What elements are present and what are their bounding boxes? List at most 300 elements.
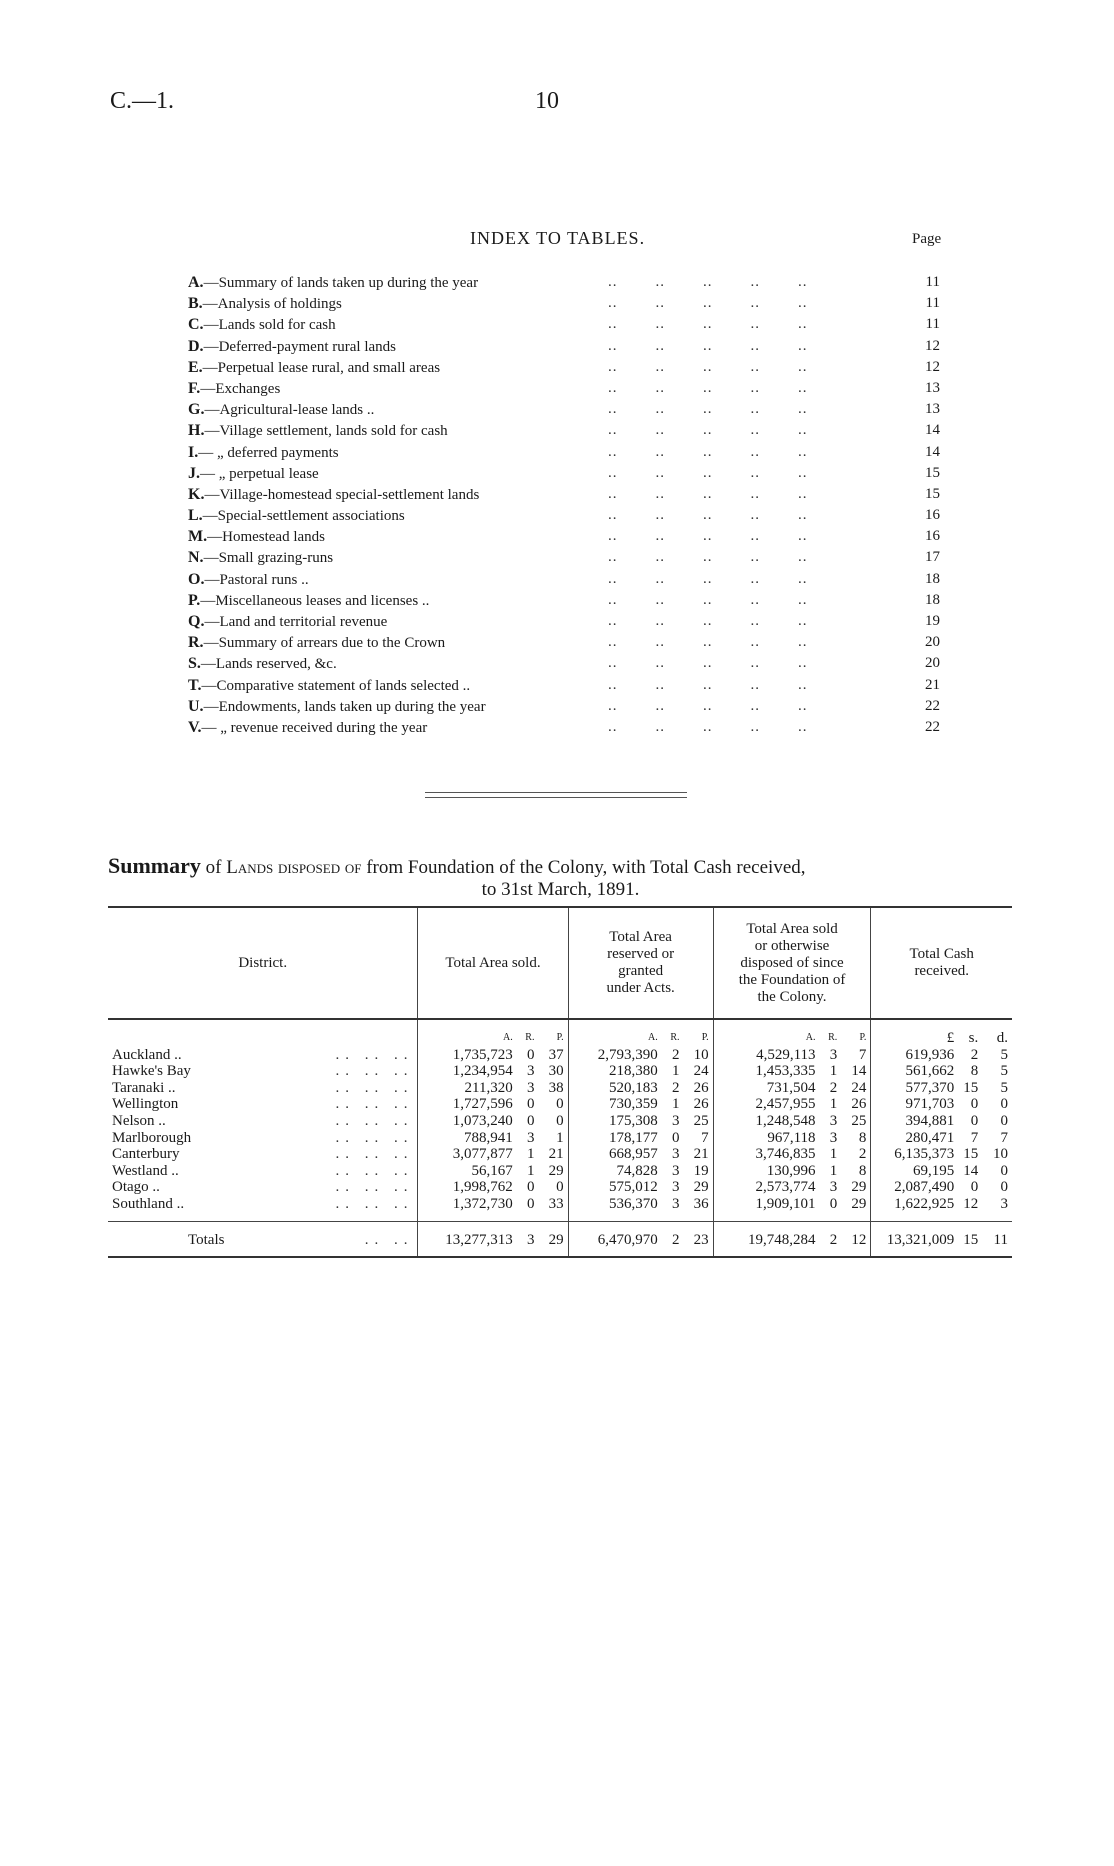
index-item [188, 590, 948, 611]
index-page: 16 [917, 505, 940, 526]
disposed-value: 12 [841, 1221, 871, 1257]
summary-title-line2: to 31st March, 1891. [481, 879, 640, 900]
leader-dots: .. .. .. .. .. [608, 718, 808, 735]
reserved-value: 575,012 [568, 1179, 662, 1196]
index-page: 14 [917, 420, 940, 441]
index-text: —Comparative statement of lands selected .. [201, 677, 471, 694]
table-row [108, 1047, 1012, 1064]
sold-value: 0 [526, 1112, 535, 1129]
index-page: 18 [917, 590, 940, 611]
sold-value: 0 [526, 1179, 535, 1196]
separator-rule [425, 792, 687, 793]
reserved-value: 74,828 [568, 1163, 662, 1180]
sold-value: 1,372,730 [418, 1196, 517, 1221]
reserved-value: 36 [693, 1195, 709, 1212]
cash-value: 0 [970, 1096, 979, 1113]
header-total-area-sold: Total Area sold. [418, 907, 568, 1019]
disposed-value: 731,504 [713, 1080, 819, 1097]
sold-value: 37 [548, 1046, 564, 1063]
table-row [108, 1063, 1012, 1080]
cash-value: 7 [1000, 1129, 1008, 1146]
index-page: 12 [917, 336, 940, 357]
leader-dots: .. .. .. .. .. [608, 464, 808, 481]
index-page: 22 [917, 696, 940, 717]
summary-title-smallcaps: Lands disposed of [226, 857, 362, 878]
reserved-value: 26 [693, 1096, 709, 1113]
index-letter: R. [188, 634, 204, 652]
index-page: 22 [917, 717, 940, 738]
index-page: 20 [917, 632, 940, 653]
reserved-value: 7 [701, 1129, 709, 1146]
index-page: 17 [917, 547, 940, 568]
unit-acres: A. [713, 1030, 819, 1047]
sold-value: 56,167 [418, 1163, 517, 1180]
district-name: Nelson .. [112, 1112, 166, 1129]
index-item [188, 293, 948, 314]
summary-title [108, 855, 1013, 901]
cash-value: 1,622,925 [871, 1196, 958, 1221]
leader-dots: .. .. .. [335, 1046, 414, 1063]
header-line: Total Area [609, 929, 672, 945]
index-item [188, 399, 948, 420]
unit-perches: P. [859, 1032, 867, 1043]
sold-value: 1,073,240 [418, 1113, 517, 1130]
unit-acres: A. [418, 1030, 517, 1047]
units-row [108, 1030, 1012, 1047]
cash-value: 0 [1000, 1112, 1008, 1129]
cash-value: 6,135,373 [871, 1146, 958, 1163]
index-text: —Miscellaneous leases and licenses .. [200, 592, 430, 609]
reserved-value: 3 [672, 1112, 680, 1129]
unit-pounds: £ [871, 1030, 958, 1047]
leader-dots: .. .. .. .. .. [608, 379, 808, 396]
table-row [108, 1080, 1012, 1097]
sold-value: 0 [556, 1096, 564, 1113]
leader-dots: .. .. .. .. .. [608, 316, 808, 333]
index-letter: P. [188, 591, 201, 609]
leader-dots: .. .. .. .. .. [608, 591, 808, 608]
index-item [188, 696, 948, 717]
district-name: Auckland .. [112, 1046, 182, 1063]
sold-value: 1,998,762 [418, 1179, 517, 1196]
leader-dots: .. .. .. [335, 1112, 414, 1129]
index-item [188, 336, 948, 357]
index-item [188, 632, 948, 653]
index-item [188, 675, 948, 696]
cash-value: 971,703 [871, 1096, 958, 1113]
index-text: —Lands sold for cash [203, 317, 336, 334]
index-page: 11 [918, 293, 940, 314]
index-item [188, 442, 948, 463]
header-total-area-disposed [713, 907, 871, 1019]
cash-value: 280,471 [871, 1130, 958, 1147]
index-page: 11 [918, 314, 940, 335]
disposed-value: 29 [851, 1179, 867, 1196]
summary-title-text: of [200, 857, 227, 878]
cash-value: 3 [1000, 1195, 1008, 1212]
reserved-value: 2 [672, 1079, 680, 1096]
index-text: —Special-settlement associations [202, 508, 405, 525]
leader-dots: .. .. .. .. .. [608, 443, 808, 460]
page-number: 10 [535, 88, 559, 114]
disposed-value: 8 [858, 1162, 867, 1179]
index-page: 21 [917, 675, 940, 696]
header-line: granted [618, 963, 664, 979]
index-item [188, 463, 948, 484]
index-item [188, 378, 948, 399]
cash-value: 394,881 [871, 1113, 958, 1130]
leader-dots: .. .. .. [335, 1079, 414, 1096]
sold-value: 3 [526, 1079, 535, 1096]
unit-roods: R. [828, 1032, 838, 1043]
unit-pence: d. [996, 1030, 1008, 1046]
index-text: —Endowments, lands taken up during the year [203, 698, 486, 715]
index-page-heading: Page [912, 231, 942, 247]
leader-dots: .. .. .. .. .. [608, 634, 808, 651]
disposed-value: 3 [829, 1179, 838, 1196]
index-letter: O. [188, 570, 205, 588]
reserved-value: 536,370 [568, 1196, 662, 1221]
index-item [188, 526, 948, 547]
sold-value: 21 [548, 1146, 564, 1163]
index-letter: I. [188, 443, 199, 461]
cash-value: 8 [970, 1063, 979, 1080]
table-row [108, 1196, 1012, 1221]
sold-value: 0 [526, 1096, 535, 1113]
reserved-value: 26 [693, 1079, 709, 1096]
reserved-value: 2 [662, 1221, 684, 1257]
cash-value: 0 [1000, 1096, 1008, 1113]
index-text: —Summary of lands taken up during the year [203, 275, 479, 291]
index-text: — „ revenue received during the year [201, 719, 428, 736]
sold-value: 38 [548, 1079, 564, 1096]
leader-dots: .. .. .. .. .. [608, 401, 808, 418]
sold-value: 1,234,954 [418, 1063, 517, 1080]
header-line: or otherwise [754, 937, 830, 954]
reserved-value: 24 [693, 1063, 709, 1080]
leader-dots: .. .. .. .. .. [608, 613, 808, 629]
reserved-value: 730,359 [568, 1096, 662, 1113]
reserved-value: 668,957 [568, 1146, 662, 1163]
reserved-value: 1 [672, 1096, 680, 1113]
table-row [108, 1179, 1012, 1196]
sold-value: 3 [526, 1129, 535, 1146]
district-name: Wellington [112, 1096, 179, 1113]
index-letter: U. [188, 697, 204, 715]
leader-dots: .. .. .. .. .. [608, 655, 808, 672]
table-header-row [108, 907, 1012, 1019]
leader-dots: .. .. .. .. .. [608, 528, 808, 545]
disposed-value: 0 [829, 1195, 838, 1212]
reserved-value: 25 [693, 1112, 709, 1129]
reserved-value: 3 [672, 1162, 680, 1179]
cash-value: 0 [970, 1112, 979, 1129]
sold-value: 29 [538, 1221, 568, 1257]
leader-dots: .. .. .. [335, 1146, 414, 1163]
reserved-value: 178,177 [568, 1130, 662, 1147]
unit-acres: A. [568, 1030, 662, 1047]
leader-dots: .. .. .. .. .. [608, 274, 808, 290]
index-text: —Exchanges [200, 380, 281, 397]
sold-value: 0 [556, 1179, 564, 1196]
cash-value: 577,370 [871, 1080, 958, 1097]
sold-value: 3,077,877 [418, 1146, 517, 1163]
index-letter: J. [188, 464, 200, 482]
reserved-value: 3 [672, 1146, 680, 1163]
unit-perches: P. [556, 1032, 564, 1043]
leader-dots: .. .. .. [335, 1195, 414, 1212]
disposed-value: 1 [829, 1146, 838, 1163]
sold-value: 1 [526, 1162, 535, 1179]
disposed-value: 2 [829, 1079, 838, 1096]
index-page: 20 [917, 653, 940, 674]
cash-value: 11 [982, 1221, 1012, 1257]
district-name: Southland .. [112, 1195, 185, 1212]
cash-value: 15 [963, 1146, 979, 1163]
index-text: —Lands reserved, &c. [200, 656, 337, 673]
index-letter: A. [188, 274, 204, 291]
table-row [108, 1163, 1012, 1180]
index-item [188, 420, 948, 441]
index-text: —Analysis of holdings [202, 296, 342, 313]
unit-roods: R. [670, 1032, 680, 1043]
leader-dots: .. .. .. .. .. [608, 507, 808, 524]
disposed-value: 3,746,835 [713, 1146, 819, 1163]
sold-value: 1 [526, 1146, 535, 1163]
disposed-value: 1 [829, 1162, 838, 1179]
index-text: —Perpetual lease rural, and small areas [202, 359, 441, 376]
index-text: —Homestead lands [207, 529, 325, 546]
index-list [188, 272, 948, 738]
cash-value: 15 [958, 1221, 982, 1257]
disposed-value: 7 [858, 1046, 867, 1063]
cash-value: 5 [1000, 1046, 1008, 1063]
reserved-value: 3 [672, 1195, 680, 1212]
index-letter: M. [188, 528, 208, 546]
cash-value: 5 [1000, 1063, 1008, 1080]
disposed-value: 26 [851, 1096, 867, 1113]
index-letter: C. [188, 316, 204, 334]
cash-value: 15 [963, 1079, 979, 1096]
sold-value: 13,277,313 [418, 1221, 517, 1257]
sold-value: 1,735,723 [418, 1047, 517, 1064]
header-line: Total Area sold [746, 920, 838, 937]
reserved-value: 1 [672, 1063, 680, 1080]
reserved-value: 23 [684, 1221, 714, 1257]
index-text: —Small grazing-runs [203, 550, 334, 567]
reserved-value: 10 [693, 1046, 709, 1063]
reserved-value: 3 [672, 1179, 680, 1196]
table-row [108, 1096, 1012, 1113]
leader-dots: .. .. .. [335, 1063, 414, 1080]
district-name: Westland .. [112, 1162, 179, 1179]
header-total-cash [871, 907, 1012, 1019]
index-letter: T. [188, 676, 202, 694]
index-item [188, 272, 948, 293]
header-total-area-reserved [568, 907, 713, 1019]
header-line: received. [914, 963, 969, 979]
disposed-value: 2,573,774 [713, 1179, 819, 1196]
cash-value: 2,087,490 [871, 1179, 958, 1196]
index-text: —Deferred-payment rural lands [203, 338, 396, 355]
district-name: Marlborough [112, 1129, 192, 1146]
disposed-value: 130,996 [713, 1163, 819, 1180]
cash-value: 5 [1000, 1079, 1008, 1096]
index-item [188, 717, 948, 738]
cash-value: 561,662 [871, 1063, 958, 1080]
leader-dots: .. .. .. .. .. [608, 422, 808, 439]
sold-value: 1,727,596 [418, 1096, 517, 1113]
leader-dots: .. .. [228, 1221, 417, 1257]
district-name: Taranaki .. [112, 1079, 176, 1096]
disposed-value: 14 [851, 1063, 867, 1080]
disposed-value: 8 [858, 1129, 867, 1146]
table-row [108, 1130, 1012, 1147]
leader-dots: .. .. .. [335, 1129, 414, 1146]
index-page: 11 [918, 272, 940, 293]
index-title: INDEX TO TABLES. [470, 228, 646, 248]
leader-dots: .. .. .. .. .. [608, 570, 808, 587]
disposed-value: 1 [829, 1096, 838, 1113]
index-letter: Q. [188, 613, 205, 630]
leader-dots: .. .. .. [335, 1162, 414, 1179]
index-item [188, 357, 948, 378]
header-line: the Foundation of [738, 971, 846, 988]
index-page: 12 [917, 357, 940, 378]
sold-value: 788,941 [418, 1130, 517, 1147]
cash-value: 619,936 [871, 1047, 958, 1064]
reserved-value: 520,183 [568, 1080, 662, 1097]
leader-dots: .. .. .. .. .. [608, 697, 808, 714]
disposed-value: 29 [851, 1195, 867, 1212]
sold-value: 29 [548, 1162, 564, 1179]
district-name: Hawke's Bay [112, 1063, 191, 1080]
index-letter: N. [188, 549, 204, 567]
sold-value: 0 [526, 1046, 535, 1063]
disposed-value: 1,909,101 [713, 1196, 819, 1221]
reserved-value: 218,380 [568, 1063, 662, 1080]
district-name: Canterbury [112, 1146, 180, 1163]
index-item [188, 314, 948, 335]
index-page: 14 [917, 442, 940, 463]
table-row [108, 1113, 1012, 1130]
index-page: 16 [917, 526, 940, 547]
disposed-value: 24 [851, 1079, 867, 1096]
sold-value: 30 [548, 1063, 564, 1080]
disposed-value: 19,748,284 [713, 1221, 819, 1257]
header-line: disposed of since [740, 954, 844, 971]
sold-value: 0 [556, 1112, 564, 1129]
index-text: —Agricultural-lease lands .. [204, 402, 375, 419]
sold-value: 0 [526, 1195, 535, 1212]
index-text: —Land and territorial revenue [204, 614, 388, 630]
index-item [188, 505, 948, 526]
cash-value: 0 [970, 1179, 979, 1196]
index-page: 15 [917, 463, 940, 484]
cash-value: 0 [1000, 1179, 1008, 1196]
disposed-value: 3 [829, 1129, 838, 1146]
separator-rule [425, 797, 687, 798]
disposed-value: 1,453,335 [713, 1063, 819, 1080]
unit-perches: P. [701, 1032, 709, 1043]
cash-value: 0 [1000, 1162, 1008, 1179]
sold-value: 211,320 [418, 1080, 517, 1097]
index-letter: E. [188, 358, 203, 376]
cash-value: 12 [963, 1195, 979, 1212]
index-page: 13 [917, 399, 940, 420]
reserved-value: 2 [672, 1046, 680, 1063]
index-text: —Pastoral runs .. [204, 571, 309, 588]
leader-dots: .. .. .. .. .. [608, 358, 808, 375]
unit-roods: R. [525, 1032, 535, 1043]
cash-value: 10 [993, 1146, 1008, 1163]
summary-table [108, 906, 1012, 1258]
cash-value: 2 [970, 1046, 979, 1063]
header-line: under Acts. [606, 980, 675, 996]
disposed-value: 2 [858, 1146, 867, 1163]
reserved-value: 2,793,390 [568, 1047, 662, 1064]
reserved-value: 21 [693, 1146, 709, 1163]
index-page: 18 [917, 569, 940, 590]
index-item [188, 653, 948, 674]
cash-value: 7 [970, 1129, 979, 1146]
index-letter: G. [188, 401, 205, 419]
reserved-value: 0 [672, 1129, 680, 1146]
unit-shillings: s. [968, 1030, 979, 1046]
disposed-value: 1,248,548 [713, 1113, 819, 1130]
index-text: — „ perpetual lease [200, 465, 319, 482]
index-page: 15 [917, 484, 940, 505]
index-letter: B. [188, 295, 203, 313]
index-text: —Village-homestead special-settlement lands [204, 486, 480, 503]
totals-label: Totals [108, 1221, 228, 1257]
leader-dots: .. .. .. .. .. [608, 676, 808, 693]
reserved-value: 19 [693, 1162, 709, 1179]
header-line: Total Cash [909, 946, 974, 962]
leader-dots: .. .. .. .. .. [608, 337, 808, 354]
index-text: —Summary of arrears due to the Crown [203, 635, 446, 652]
document-code: C.—1. [110, 88, 175, 114]
disposed-value: 2,457,955 [713, 1096, 819, 1113]
index-letter: K. [188, 485, 205, 503]
totals-row [108, 1221, 1012, 1257]
disposed-value: 25 [851, 1112, 867, 1129]
leader-dots: .. .. .. .. .. [608, 295, 808, 312]
header-district: District. [108, 907, 418, 1019]
index-page: 19 [917, 611, 940, 632]
sold-value: 3 [517, 1221, 539, 1257]
sold-value: 1 [556, 1129, 564, 1146]
header-line: the Colony. [757, 988, 827, 1005]
leader-dots: .. .. .. [335, 1096, 414, 1113]
disposed-value: 967,118 [713, 1130, 819, 1147]
index-text: — „ deferred payments [198, 444, 339, 461]
sold-value: 3 [526, 1063, 535, 1080]
index-letter: D. [188, 337, 204, 355]
index-item [188, 484, 948, 505]
summary-title-word: Summary [108, 853, 201, 878]
cash-value: 13,321,009 [871, 1221, 958, 1257]
disposed-value: 4,529,113 [713, 1047, 819, 1064]
index-item [188, 569, 948, 590]
table-row [108, 1146, 1012, 1163]
index-item [188, 547, 948, 568]
summary-title-text: from Foundation of the Colony, with Total Cash received, [361, 857, 806, 878]
index-letter: S. [188, 655, 201, 673]
district-name: Otago .. [112, 1179, 160, 1196]
leader-dots: .. .. .. [335, 1179, 414, 1196]
index-item [188, 611, 948, 632]
